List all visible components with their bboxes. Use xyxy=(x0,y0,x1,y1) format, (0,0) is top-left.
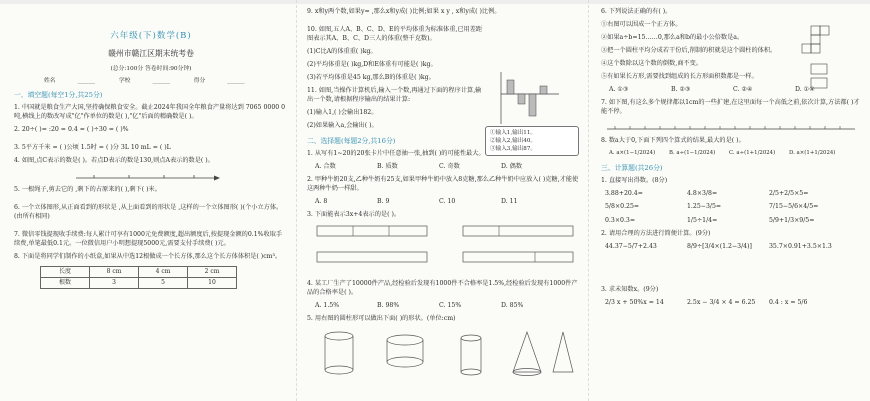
choice-8-options: A. a×(1−1/2024) B. a÷(1−1/2024) C. a÷(1+1/2024) D. a×(1+1/2024) xyxy=(609,149,836,156)
statement-5: ⑤有如果长方形,需要找到组成的长方形面积数都是一样。 xyxy=(601,72,758,80)
question-11-1: (1)输入1,( )会输出182。 xyxy=(307,108,378,116)
choice-question-1: 1. 从写有1~20的20张卡片中任意抽一张,抽到( )的可能性最大。 xyxy=(307,149,485,157)
exam-title: 赣州市赣江区期末统考卷 xyxy=(108,49,194,59)
cube-net-figure xyxy=(801,24,841,104)
choice-question-4: 4. 某工厂生产了10000件产品,经检验后发现有1000件不合格率是1.5%,经检验后发现有1000件产品的合格率是( )。 xyxy=(307,279,578,296)
table-row: 根数 3 5 10 xyxy=(41,278,237,289)
program-flow-box: ①输入1,输出11。 ②输入2,输出40。 ③输入3,输出87。 xyxy=(485,126,579,156)
grade-title: 六年级(下)数学(B) xyxy=(110,31,192,41)
choice-2-options: A. 8 B. 9 C. 10 D. 11 xyxy=(315,197,518,205)
equation-items: 2/3 x + 50%x = 14 2.5x − 3/4 × 4 = 6.25 0.4 : x = 5/6 xyxy=(605,299,808,307)
column-left xyxy=(0,0,296,401)
question-6: 6. 一个立体图形,从正面看到的形状是 ,从上面看到的形状是 ,这样的一个立体图形( )(个小立方体。(由所有相同) xyxy=(14,204,283,221)
table-row: 长度 8 cm 4 cm 2 cm xyxy=(41,267,237,278)
choice-question-7: 7. 如下图,有这么多个规律都以1cm的一些扩建,在这里面每一个高低之前,依次计算,方法都( )才能不停。 xyxy=(601,98,860,115)
question-10-3: (3)若平均体重是45 kg,那么B的体重是( )kg。 xyxy=(307,73,435,81)
choice-1-options: A. 合数 B. 质数 C. 奇数 D. 偶数 xyxy=(315,162,523,170)
section-fill-blank: 一、填空题(每空1分,共25分) xyxy=(14,91,103,100)
question-8: 8. 下面是将同学们制作的小纸盒,如果从中选12根做成一个长方体,那么这个长方体体积是( )cm³。 xyxy=(14,253,282,261)
question-10-1: (1)C比A的体重重( )kg。 xyxy=(307,47,377,55)
question-9: 9. x和y两个数,如果y= ,那么x和y成( )比例;如果 x y , x和y成( )比例。 xyxy=(307,8,501,15)
score-field[interactable]: 得分 ______ xyxy=(193,78,245,84)
cylinder-figures xyxy=(315,328,575,380)
number-line-figure xyxy=(74,170,224,184)
question-5: 5. 一根绳子,剪去它的 ,剩下的占原来的( ),剩下( )米。 xyxy=(14,186,161,194)
statement-1: ①右图可以围成一个正方体。 xyxy=(601,20,682,28)
simplify-items: 44.37−5/7+2.43 8/9÷[3/4×(1.2−3/4)] 35.7×0.91+3.5×1.3 xyxy=(605,243,832,251)
weight-difference-chart xyxy=(493,68,563,128)
question-10: 10. 如图,五人A、B、C、D、E的平均体重为标准体重,已用差距图表示其A、B、C、D三人的体重(整千克数)。 xyxy=(307,25,483,42)
material-table xyxy=(40,266,237,289)
question-11-2: (2)如果输入a,会输出( )。 xyxy=(307,121,378,129)
question-4: 4. 如图,点C表示的数是( )。若点D表示的数是130,则点A表示的数是( )。 xyxy=(14,157,214,165)
calc-question-1: 1. 直接写出得数。(8分) xyxy=(601,176,668,184)
choice-question-8: 8. 数a大于0,下面下列四个算式的结果,最大的是( )。 xyxy=(601,136,745,144)
choice-question-6: 6. 下列说法正确的有( )。 xyxy=(601,8,672,15)
statement-4: ④这个数除以这个数的倒数,商不变。 xyxy=(601,59,702,67)
choice-question-5: 5. 用右图的圆柱形可以做出下面( )的形状。(单位:cm) xyxy=(307,314,456,322)
column-middle xyxy=(296,0,588,401)
choice-question-3: 3. 下面能表示3x+4表示的是( )。 xyxy=(307,210,401,218)
choice-4-options: A. 1.5% B. 98% C. 15% D. 85% xyxy=(315,301,524,309)
school-field[interactable]: 学校 ______ xyxy=(118,78,170,84)
calc-question-2: 2. 请用合理的方法进行简便计算。(9分) xyxy=(601,230,711,238)
question-10-2: (2)平均体重是( )kg,D和E体重有可能是( )kg。 xyxy=(307,60,437,68)
bar-model-figures xyxy=(313,224,583,276)
column-right xyxy=(588,0,870,401)
question-3: 3. 5平方千米 = ( )公顷 1.5时 = ( )分 3L 10 mL = ( )L xyxy=(14,144,171,152)
choice-question-2: 2. 甲种牛奶20支,乙种牛奶有25支,如果甲种牛奶中放入8克糖,那么乙种牛奶中应放入( )克糖,才能使这两种牛奶一样甜。 xyxy=(307,175,579,192)
ruler-number-line xyxy=(605,121,865,135)
section-choice: 二、选择题(每题2分,共16分) xyxy=(307,136,396,145)
calc-question-3: 3. 求未知数x。(9分) xyxy=(601,286,659,294)
oral-calc-items: 3.88+20.4= 4.8×3/8= 2/5+2/5×5= 5/8×0.25= 1.25−3/5= 7/15−5/6×4/5= 0.3×0.3= 1/5÷1/4= 5/9+1/3×9/5= xyxy=(605,189,819,225)
statement-3: ③把一个圆柱平均分成若干份后,削制的积就是这个圆柱的体积。 xyxy=(601,46,777,54)
question-2: 2. 20÷( )= :20 = 0.4 = ( )÷30 = ( )% xyxy=(14,126,129,134)
name-field[interactable]: 姓名 ______ xyxy=(44,78,95,84)
student-fields xyxy=(44,77,288,85)
question-7: 7. 微信零钱提现收手续费:每人累计可享有1000元免费额度,超出额度后,按提现金额的0.1%收取手续费,单笔最低0.1元。一位微信用户小明想提现5000元,需要支付手续费( )元。 xyxy=(14,231,283,248)
question-1: 1. 中国就是粮食生产大国,坚持确保粮食安全。截止2024年我国全年粮食产量将达到 7065 0000 0 吨,横线上的数改写成"亿"作单位的数是( ),"亿"后面的精确数是( )。 xyxy=(14,104,286,121)
section-calculation: 三、计算题(共26分) xyxy=(601,163,663,172)
exam-meta: (总分:100分 答卷时间:90分钟) xyxy=(110,65,192,72)
statement-2: ②如果a÷b=15……0,那么a和b的最小公倍数是a。 xyxy=(601,33,744,41)
choice-6-options: A. ①③ B. ②③ C. ②④ D. ①④ xyxy=(609,85,815,93)
question-11: 11. 如图,当操作计算机后,输入一个数,再通过下面的程序计算,输出一个数,请根据程序输出的结果计算: xyxy=(307,86,482,103)
